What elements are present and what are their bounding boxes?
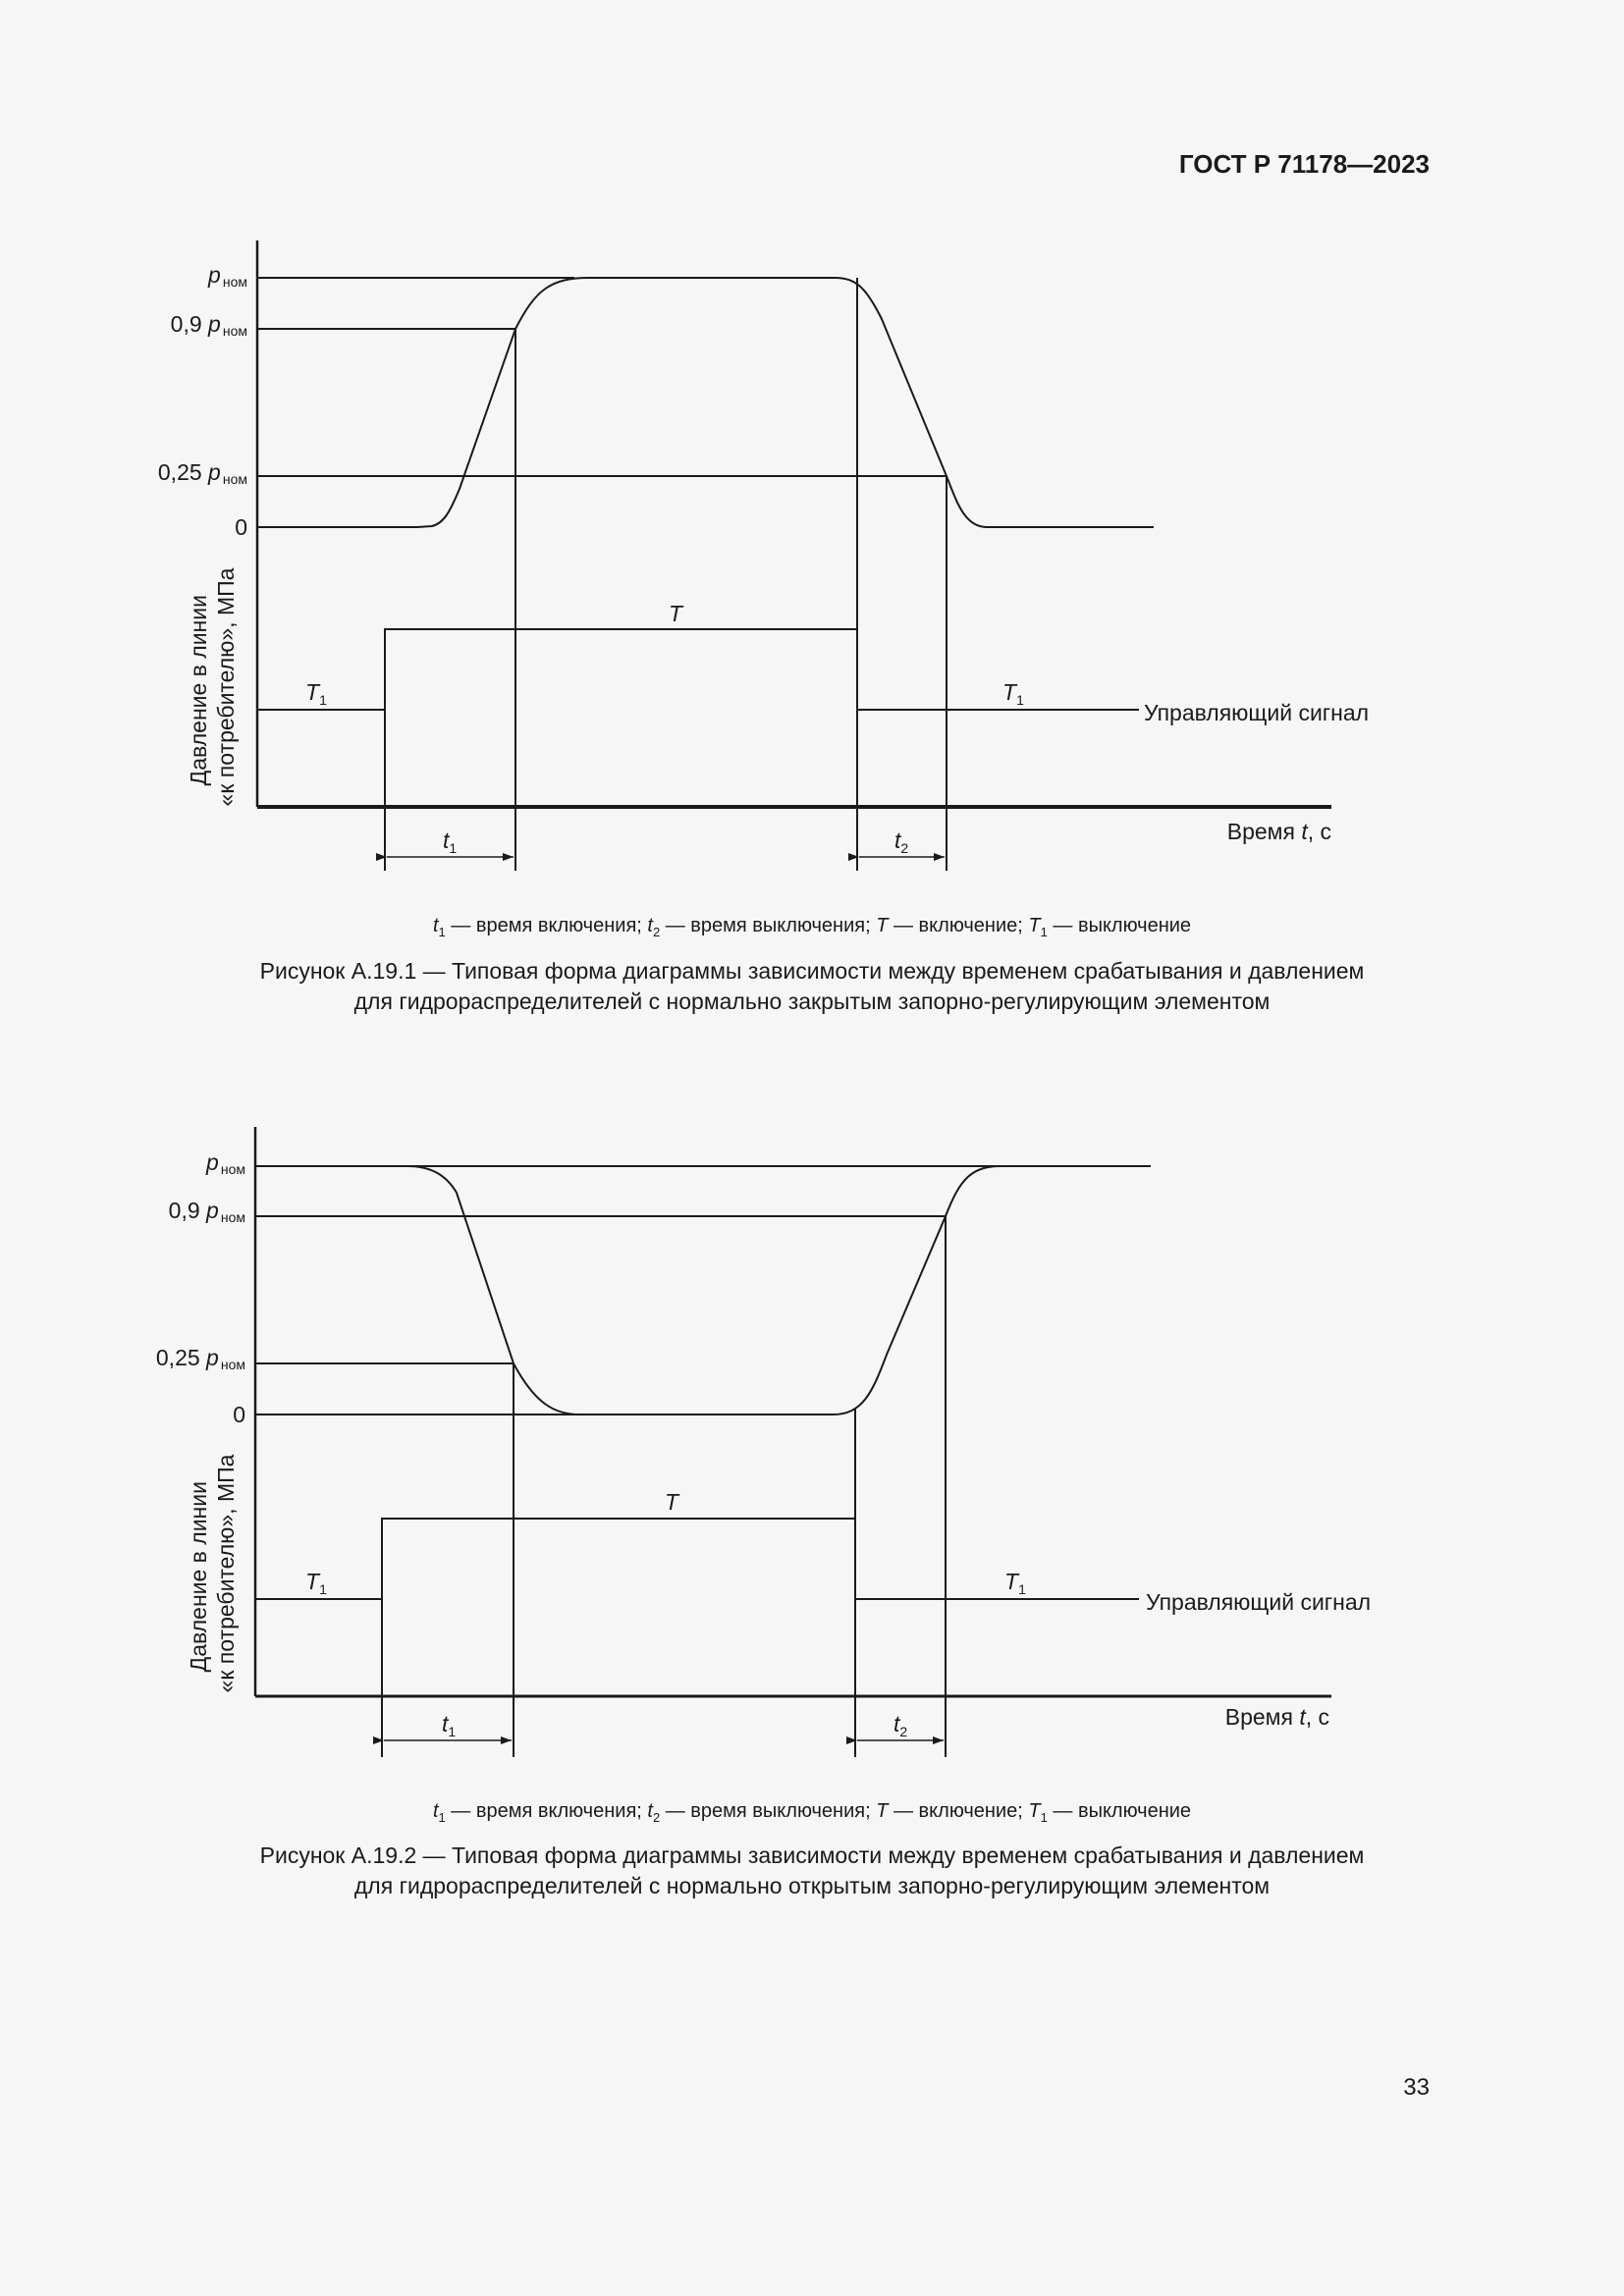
page-number: 33 xyxy=(1403,2074,1430,2101)
t2-label: $t_2$ xyxy=(893,1711,908,1739)
timing-diagram-1 xyxy=(0,236,1624,962)
t2-label: $t_2$ xyxy=(894,828,909,856)
pressure-curve xyxy=(417,278,1154,527)
signal-label: Управляющий сигнал xyxy=(1146,1589,1372,1615)
t1-label: $t_1$ xyxy=(443,828,458,856)
pressure-curve xyxy=(407,1166,1001,1415)
T1-label-left: $T_1$ xyxy=(305,1569,327,1597)
T1-label-right: $T_1$ xyxy=(1002,679,1024,708)
y-axis-label: Давление в линии «к потребителю», МПа xyxy=(186,567,239,807)
T1-label-left: $T_1$ xyxy=(305,679,327,708)
level-p025-label: 0,25 p ном xyxy=(157,459,247,487)
level-p09-label: 0,9 p ном xyxy=(168,1198,245,1225)
T-label: T xyxy=(668,601,683,626)
level-zero-label: 0 xyxy=(233,1402,245,1427)
T1-label-right: $T_1$ xyxy=(1004,1569,1026,1597)
x-axis-label: Время t, с xyxy=(1226,819,1331,844)
legend-2: $t_1$ — время включения; $t_2$ — время выключения; T — включение; $T_1$ — выключение xyxy=(432,1800,1192,1825)
level-p025-label: 0,25 p ном xyxy=(155,1345,245,1372)
level-p-nom-label: pном xyxy=(206,1149,245,1177)
t1-label: $t_1$ xyxy=(442,1711,457,1739)
figure-caption-2: Рисунок А.19.2 — Типовая форма диаграммы зависимости между временем срабатывания и давлением для гидрораспределителей с нормально открытым запорно-регулирующим элементом xyxy=(259,1842,1365,1898)
x-axis-label: Время t, с xyxy=(1224,1704,1329,1730)
level-p-nom-label: pном xyxy=(208,262,247,290)
y-axis-label: Давление в линии «к потребителю», МПа xyxy=(186,1454,239,1693)
document-id: ГОСТ Р 71178—2023 xyxy=(1178,149,1430,179)
T-label: T xyxy=(664,1489,679,1515)
signal-label: Управляющий сигнал xyxy=(1144,700,1370,725)
level-zero-label: 0 xyxy=(235,514,247,540)
level-p09-label: 0,9 p ном xyxy=(170,311,247,339)
figure-caption-1: Рисунок А.19.1 — Типовая форма диаграммы зависимости между временем срабатывания и давлением для гидрораспределителей с нормально закрытым запорно-регулирующим элементом xyxy=(259,958,1365,1014)
timing-diagram-2 xyxy=(0,1122,1624,1848)
legend-1: $t_1$ — время включения; $t_2$ — время выключения; T — включение; $T_1$ — выключение xyxy=(432,915,1192,939)
